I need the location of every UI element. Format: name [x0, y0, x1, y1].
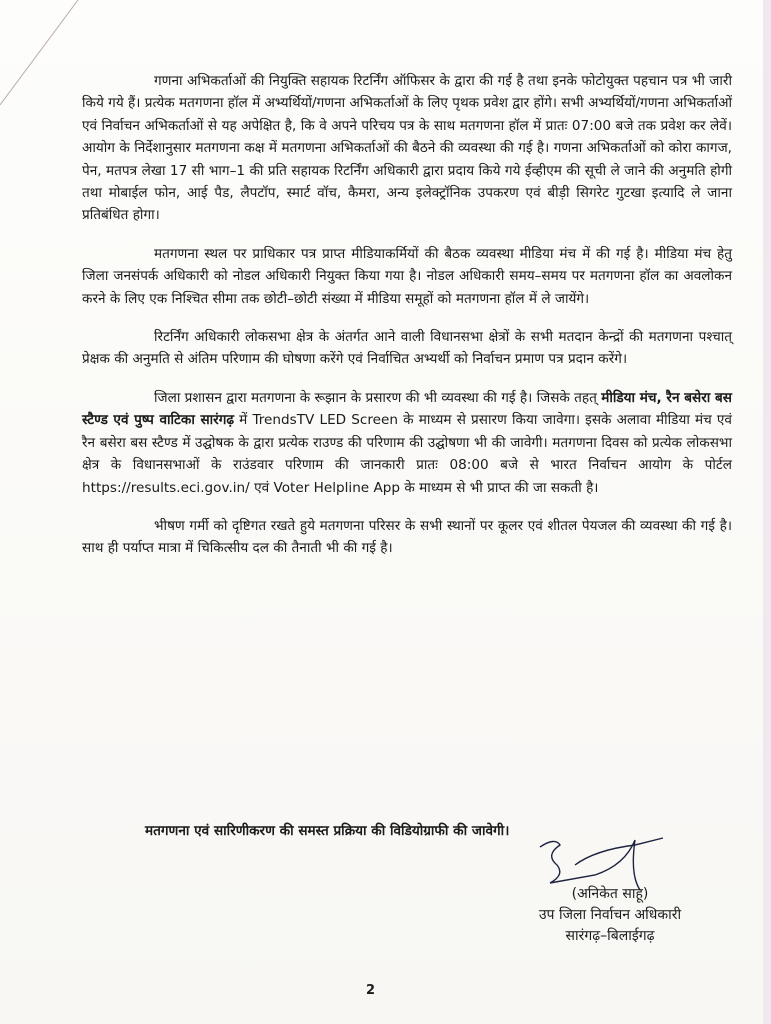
paper-edge	[763, 0, 771, 1024]
paragraph-media: मतगणना स्थल पर प्राधिकार पत्र प्राप्त मीडियाकर्मियों की बैठक व्यवस्था मीडिया मंच में की गई है। मीडिया मंच हेतु जिला जनसंपर्क अधिकारी को नोडल अधिकारी नियुक्त किया गया है। नोडल अधिकारी समय–समय पर मतगणना हॉल का अवलोकन करने के लिए एक निश्चित सीमा तक छोटी–छोटी संख्या में मीडिया समूहों को मतगणना हॉल में ले जायेंगे।	[82, 245, 732, 307]
broadcast-text-1: जिला प्रशासन द्वारा मतगणना के रूझान के प्रसारण की भी व्यवस्था की गई है। जिसके तहत्	[154, 389, 602, 406]
signatory-location: सारंगढ़–बिलाईगढ़	[565, 928, 655, 944]
paper-fold-line	[0, 0, 80, 110]
results-portal-link[interactable]: https://results.eci.gov.in/	[82, 479, 250, 496]
signatory-block	[495, 884, 725, 947]
document-body	[82, 70, 732, 576]
page-number: 2	[366, 983, 376, 998]
signatory-designation: उप जिला निर्वाचन अधिकारी	[538, 907, 682, 923]
paragraph-counting-agents: गणना अभिकर्ताओं की नियुक्ति सहायक रिटर्निंग ऑफिसर के द्वारा की गई है तथा इनके फोटोयुक्त पहचान पत्र भी जारी किये गये हैं। प्रत्येक मतगणना हॉल में अभ्यर्थियों/गणना अभिकर्ताओं के लिए पृथक प्रवेश द्वार होंगे। सभी अभ्यर्थियों/गणना अभिकर्ताओं एवं निर्वाचन अभिकर्ताओं से यह अपेक्षित है, कि वे अपने परिचय पत्र के साथ मतगणना हॉल में प्रातः 07:00 बजे तक प्रवेश कर लेवें। आयोग के निर्देशानुसार मतगणना कक्ष में मतगणना अभिकर्ताओं की बैठने की व्यवस्था की गई है। गणना अभिकर्ताओं को कोरा कागज, पेन, मतपत्र लेखा 17 सी भाग–1 की प्रति सहायक रिटर्निंग अधिकारी द्वारा प्रदाय किये गये ईव्हीएम की सूची ले जाने की अनुमति होगी तथा मोबाईल फोन, आई पैड, लैपटॉप, स्मार्ट वॉच, कैमरा, अन्य इलेक्ट्रॉनिक उपकरण एवं बीड़ी सिगरेट गुटखा इत्यादि ले जाना प्रतिबंधित होगा।	[82, 73, 732, 224]
paragraph-results-declaration: रिटर्निंग अधिकारी लोकसभा क्षेत्र के अंतर्गत आने वाली विधानसभा क्षेत्रों के सभी मतदान केन्द्रों की मतगणना पश्चात् प्रेक्षक की अनुमति से अंतिम परिणाम की घोषणा करेंगे एवं निर्वाचित अभ्यर्थी को निर्वाचन प्रमाण पत्र प्रदान करेंगे।	[82, 329, 732, 368]
paragraph-broadcast	[82, 387, 732, 499]
paragraph-heat-arrangements: भीषण गर्मी को दृष्टिगत रखते हुये मतगणना परिसर के सभी स्थानों पर कूलर एवं शीतल पेयजल की व्यवस्था की गई है। साथ ही पर्याप्त मात्रा में चिकित्सीय दल की तैनाती भी की गई है।	[82, 517, 732, 557]
closing-statement: मतगणना एवं सारिणीकरण की समस्त प्रक्रिया की विडियोग्राफी की जावेगी।	[145, 823, 510, 839]
broadcast-text-2: में TrendsTV LED Screen के माध्यम से प्रसारण किया जावेगा। इसके अलावा मीडिया मंच एवं रैन बसेरा बस स्टैण्ड में उद्घोषक के द्वारा प्रत्येक राउण्ड की परिणाम की उद्घोषणा भी की जावेगी। मतगणना दिवस को प्रत्येक लोकसभा क्षेत्र के विधानसभाओं के राउंडवार परिणाम की जानकारी प्रातः 08:00 बजे से भारत निर्वाचन आयोग के पोर्टल	[82, 412, 732, 474]
broadcast-text-3: एवं Voter Helpline App के माध्यम से भी प्राप्त की जा सकती है।	[249, 479, 599, 496]
broadcast-locations: मीडिया मंच, रैन बसेरा बस स्टैण्ड एवं पुष्प वाटिका सारंगढ़	[82, 389, 732, 429]
signatory-name: (अनिकेत साहू)	[571, 886, 649, 902]
